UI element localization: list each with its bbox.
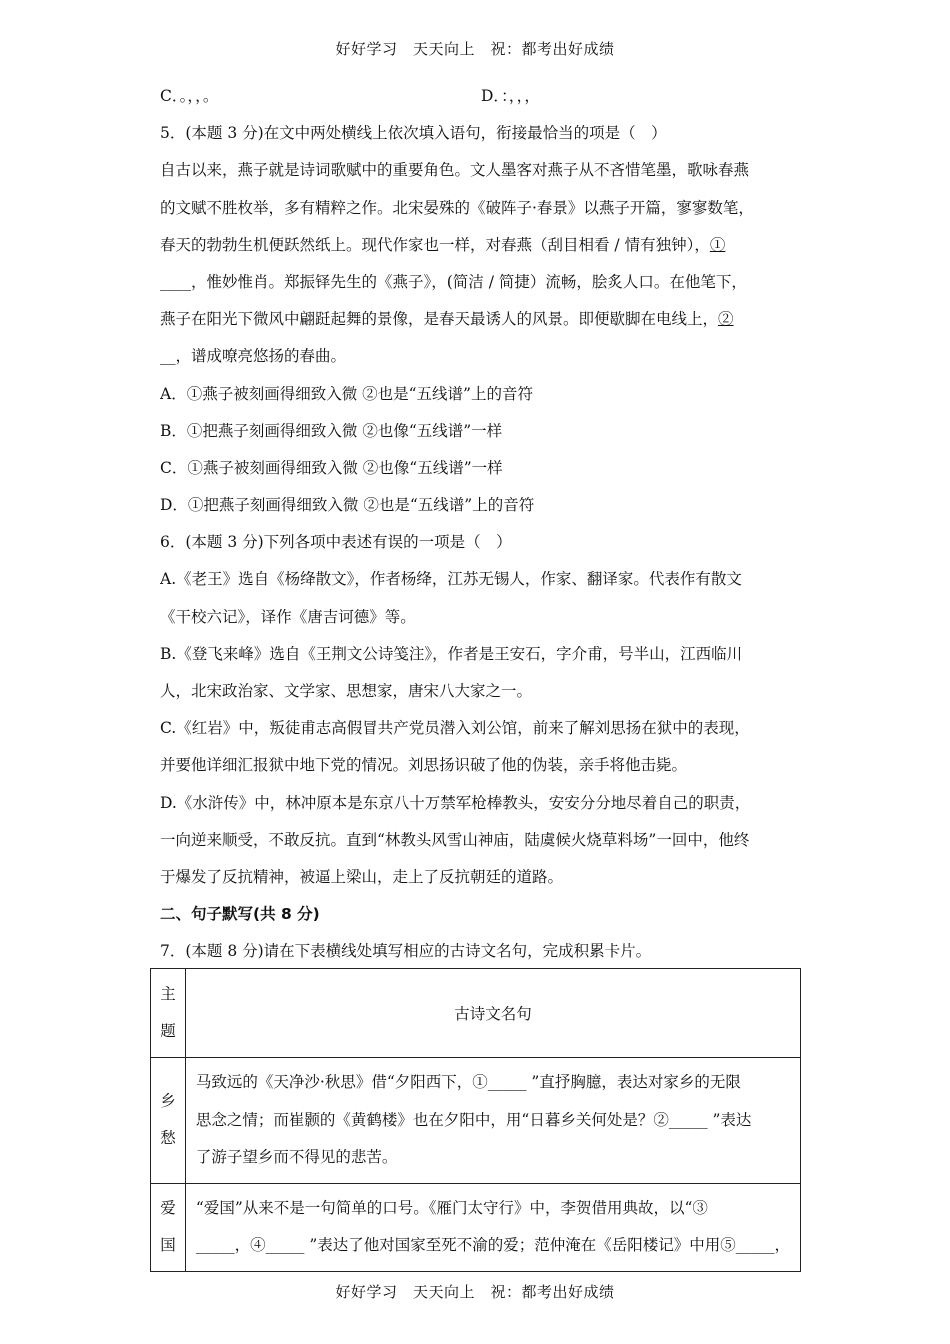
cell-line: 了游子望乡而不得见的悲苦。 (195, 1148, 398, 1166)
q6-line: C.《红岩》中，叛徒甫志高假冒共产党员潜入刘公馆，前来了解刘思扬在狱中的表现， (160, 719, 750, 738)
q5-option-a: A．①燕子被刻画得细致入微 ②也是“五线谱”上的音符 (160, 384, 533, 403)
passage-text: 燕子在阳光下微风中翩跹起舞的景像，是春天最诱人的风景。即便歇脚在电线上， (160, 310, 719, 329)
q6-line: 《干校六记》，译作《唐吉诃德》等。 (160, 607, 416, 626)
q5-stem: 5．(本题 3 分)在文中两处横线上依次填入语句，衔接最恰当的项是（ ） (160, 124, 667, 143)
q5-passage-line: ____，惟妙惟肖。郑振铎先生的《燕子》，(简洁 / 简捷）流畅，脍炙人口。在他笔下， (160, 272, 747, 291)
accumulation-card-table (150, 968, 801, 1272)
option-d: D．：，，， (481, 87, 540, 105)
q5-passage-line (160, 301, 802, 338)
theme-header (151, 969, 186, 1058)
q6-line: 一向逆来顺受，不敢反抗。直到“林教头风雪山神庙，陆虞候火烧草料场”一回中，他终 (160, 830, 750, 849)
section-heading: 二、句子默写(共 8 分) (160, 905, 320, 924)
theme-char: 国 (160, 1236, 176, 1254)
theme-cell (151, 1058, 186, 1184)
cell-line: _____，④_____ ”表达了他对国家至死不渝的爱；范仲淹在《岳阳楼记》中用⑤_____， (195, 1236, 790, 1254)
q6-stem: 6．(本题 3 分)下列各项中表述有误的一项是（ ） (160, 533, 512, 552)
content-cell (185, 1058, 800, 1184)
q5-passage-line: 自古以来，燕子就是诗词歌赋中的重要角色。文人墨客对燕子从不吝惜笔墨，歌咏春燕 (160, 161, 750, 180)
q6-line: 于爆发了反抗精神，被逼上梁山，走上了反抗朝廷的道路。 (160, 867, 564, 886)
q5-passage-line (160, 227, 802, 264)
theme-header-char: 主 (160, 985, 176, 1003)
table-row (151, 1183, 801, 1271)
q7-stem: 7．(本题 8 分)请在下表横线处填写相应的古诗文名句，完成积累卡片。 (160, 942, 652, 961)
blank-marker-2: ② (718, 310, 734, 329)
q6-line: 人，北宋政治家、文学家、思想家，唐宋八大家之一。 (160, 682, 533, 700)
q6-line: D.《水浒传》中，林冲原本是东京八十万禁军枪棒教头，安安分分地尽着自己的职责， (160, 793, 751, 812)
passage-text: 春天的勃勃生机便跃然纸上。现代作家也一样，对春燕（刮目相看 / 情有独钟）， (160, 235, 710, 254)
cell-line: 马致远的《天净沙·秋思》借“夕阳西下，①_____ ”直抒胸臆，表达对家乡的无限 (195, 1073, 741, 1091)
cell-line: “爱国”从来不是一句简单的口号。《雁门太守行》中，李贺借用典故，以“③ (195, 1198, 708, 1217)
page-footer: 好好学习 天天向上 祝：都考出好成绩 (335, 1283, 615, 1301)
prev-options-row (160, 78, 802, 115)
q5-passage-line: __，谱成嘹亮悠扬的春曲。 (160, 347, 347, 366)
document-body (160, 78, 802, 971)
page-header: 好好学习 天天向上 祝：都考出好成绩 (335, 40, 615, 58)
q5-option-d: D．①把燕子刻画得细致入微 ②也是“五线谱”上的音符 (160, 496, 535, 515)
theme-char: 愁 (160, 1129, 176, 1148)
blank-marker-1: ① (709, 235, 726, 254)
content-cell (185, 1183, 800, 1271)
theme-char: 爱 (160, 1199, 176, 1217)
option-c: C．。，，。 (160, 87, 219, 105)
q6-line: 并要他详细汇报狱中地下党的情况。刘思扬识破了他的伪装，亲手将他击毙。 (160, 756, 688, 775)
theme-header-char: 题 (160, 1022, 176, 1040)
table-header-row (151, 969, 801, 1058)
q5-passage-line: 的文赋不胜枚举，多有精粹之作。北宋晏殊的《破阵子·春景》以燕子开篇，寥寥数笔， (160, 198, 754, 217)
content-header: 古诗文名句 (185, 969, 800, 1058)
table-row (151, 1058, 801, 1184)
theme-char: 乡 (160, 1092, 176, 1111)
q5-option-b: B．①把燕子刻画得细致入微 ②也像“五线谱”一样 (160, 421, 503, 440)
theme-cell (151, 1183, 186, 1271)
q6-line: A.《老王》选自《杨绛散文》，作者杨绛，江苏无锡人，作家、翻译家。代表作有散文 (160, 570, 742, 589)
q6-line: B.《登飞来峰》选自《王荆文公诗笺注》，作者是王安石，字介甫，号半山，江西临川 (160, 644, 743, 663)
q5-option-c: C．①燕子被刻画得细致入微 ②也像“五线谱”一样 (160, 458, 503, 477)
cell-line: 思念之情；而崔颢的《黄鹤楼》也在夕阳中，用“日暮乡关何处是？②_____ ”表达 (195, 1110, 752, 1129)
